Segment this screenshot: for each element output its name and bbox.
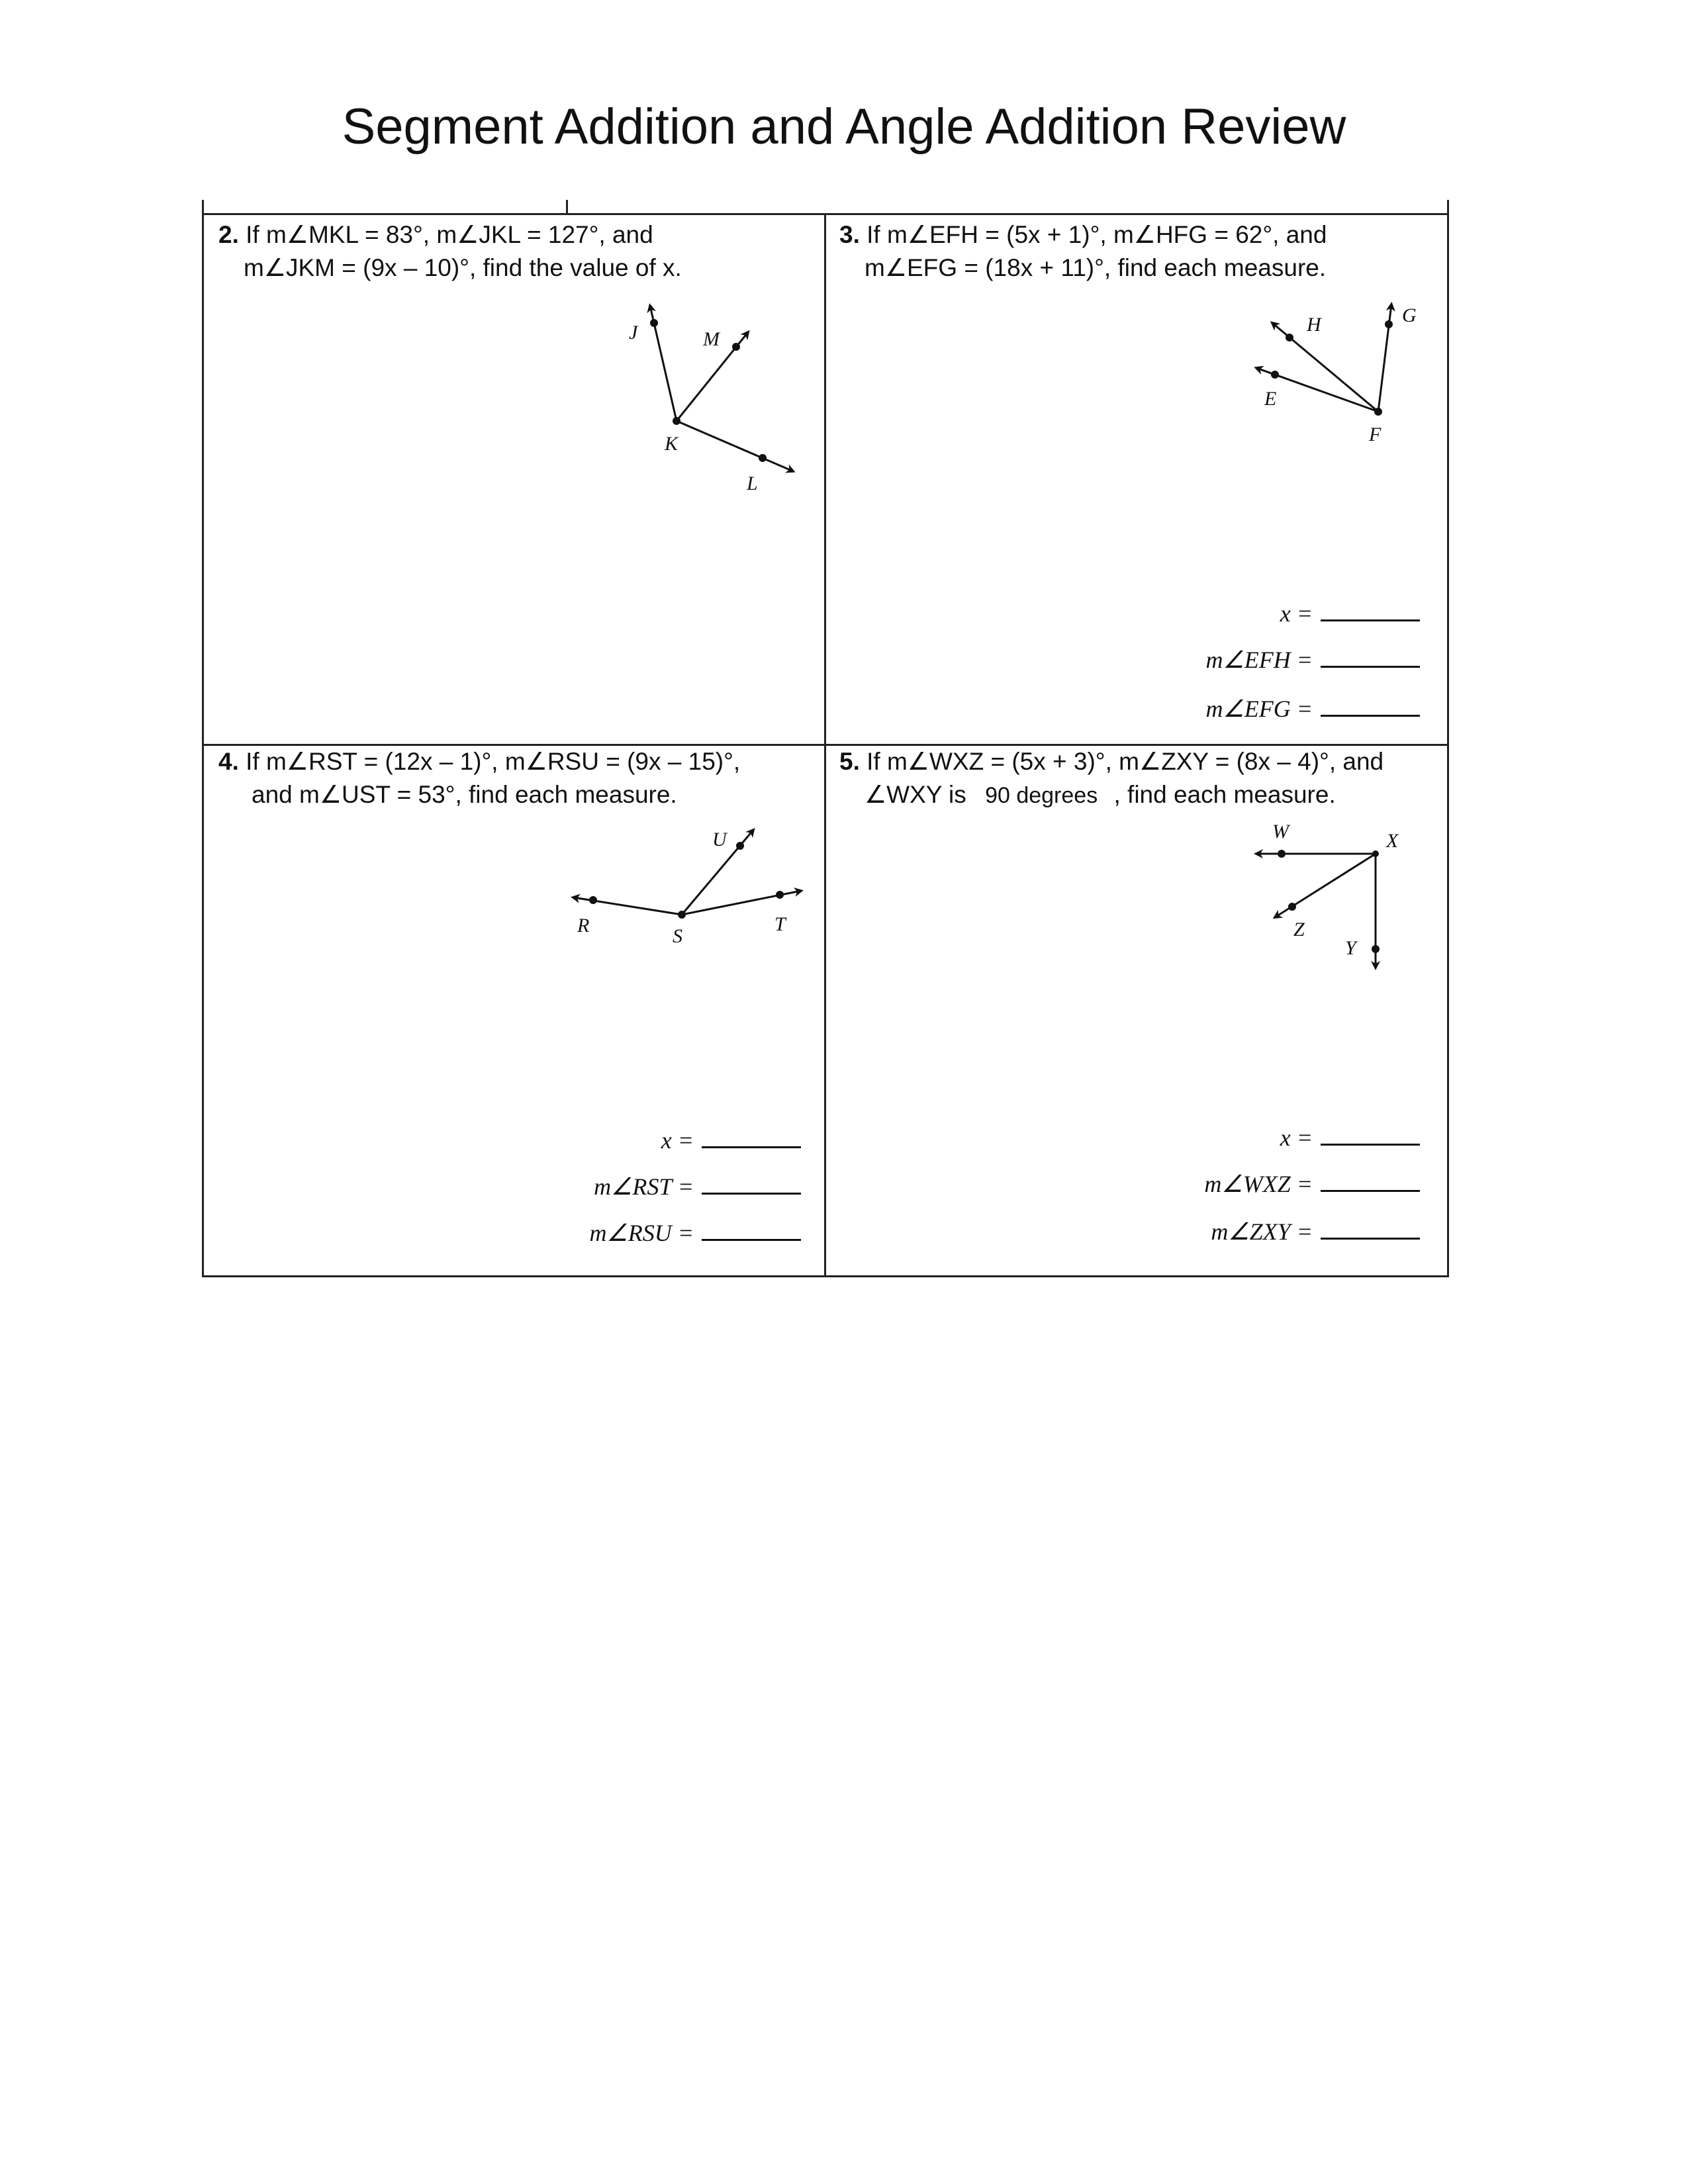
problem-5-text xyxy=(839,745,1383,812)
table-edge-mark xyxy=(566,200,568,214)
point-r xyxy=(589,896,597,904)
problem-line: If m∠EFH = (5x + 1)°, m∠HFG = 62°, and xyxy=(867,221,1327,248)
point-m xyxy=(732,343,740,351)
label-l: L xyxy=(747,473,758,494)
problem-line: m∠EFG = (18x + 11)°, find each measure. xyxy=(865,254,1327,281)
label-t: T xyxy=(774,913,786,935)
point-h xyxy=(1286,334,1293,341)
problem-3-text xyxy=(839,218,1327,285)
point-z xyxy=(1288,903,1296,911)
label-x: X xyxy=(1386,830,1399,852)
point-y xyxy=(1372,945,1380,953)
problem-number: 3. xyxy=(839,221,860,248)
label-h: H xyxy=(1307,314,1321,336)
filled-in-answer: 90 degrees xyxy=(985,783,1098,808)
point-f xyxy=(1374,408,1382,416)
label-u: U xyxy=(712,829,727,850)
table-edge-mark-right xyxy=(1447,200,1449,214)
answer-row[interactable]: m∠ZXY = xyxy=(1165,1218,1420,1246)
problem-line: m∠JKM = (9x – 10)°, find the value of x. xyxy=(244,254,682,281)
point-s xyxy=(678,911,686,919)
problem-line: If m∠MKL = 83°, m∠JKL = 127°, and xyxy=(246,221,653,248)
problem-3-angle-diagram xyxy=(1238,291,1450,450)
answer-row[interactable]: m∠EFH = xyxy=(1165,646,1420,674)
label-z: Z xyxy=(1293,919,1305,940)
label-f: F xyxy=(1369,424,1382,445)
label-g: G xyxy=(1402,304,1417,326)
problem-line: If m∠RST = (12x – 1)°, m∠RSU = (9x – 15)°, xyxy=(246,748,741,775)
problem-4-angle-diagram xyxy=(563,821,814,953)
label-j: J xyxy=(629,322,638,343)
label-y: Y xyxy=(1345,937,1356,959)
problem-number: 2. xyxy=(218,221,239,248)
problem-number: 4. xyxy=(218,748,239,775)
point-g xyxy=(1385,320,1393,328)
problem-2-text xyxy=(218,218,682,285)
label-w: W xyxy=(1272,821,1289,842)
point-t xyxy=(776,891,784,899)
point-x xyxy=(1372,850,1379,857)
problem-4-text xyxy=(218,745,740,811)
ray-kl xyxy=(677,421,793,471)
point-l xyxy=(759,454,767,462)
label-s: S xyxy=(673,925,682,947)
label-m: M xyxy=(703,328,720,350)
problem-2-angle-diagram xyxy=(596,291,814,510)
problem-line: , find each measure. xyxy=(1113,781,1336,808)
answer-row[interactable]: m∠WXZ = xyxy=(1165,1170,1420,1198)
answer-row[interactable]: m∠EFG = xyxy=(1165,695,1420,723)
answer-row[interactable]: x = xyxy=(543,1126,801,1154)
problem-line: and m∠UST = 53°, find each measure. xyxy=(252,781,677,808)
point-w xyxy=(1278,850,1286,858)
label-k: K xyxy=(665,433,679,455)
problem-line: If m∠WXZ = (5x + 3)°, m∠ZXY = (8x – 4)°, and xyxy=(867,748,1384,775)
table-edge-mark-left xyxy=(202,200,204,214)
label-e: E xyxy=(1264,388,1277,410)
answer-row[interactable]: x = xyxy=(1165,1124,1420,1152)
point-e xyxy=(1271,371,1279,379)
problem-number: 5. xyxy=(839,748,860,775)
point-u xyxy=(736,842,744,850)
point-k xyxy=(673,417,680,425)
point-j xyxy=(650,319,658,327)
answer-row[interactable]: m∠RST = xyxy=(543,1173,801,1201)
problem-5-angle-diagram xyxy=(1244,814,1443,973)
page-title: Segment Addition and Angle Addition Review xyxy=(342,99,1346,155)
answer-row[interactable]: m∠RSU = xyxy=(543,1219,801,1247)
label-r: R xyxy=(577,915,590,936)
problem-line: ∠WXY is xyxy=(865,781,966,808)
answer-row[interactable]: x = xyxy=(1165,600,1420,627)
